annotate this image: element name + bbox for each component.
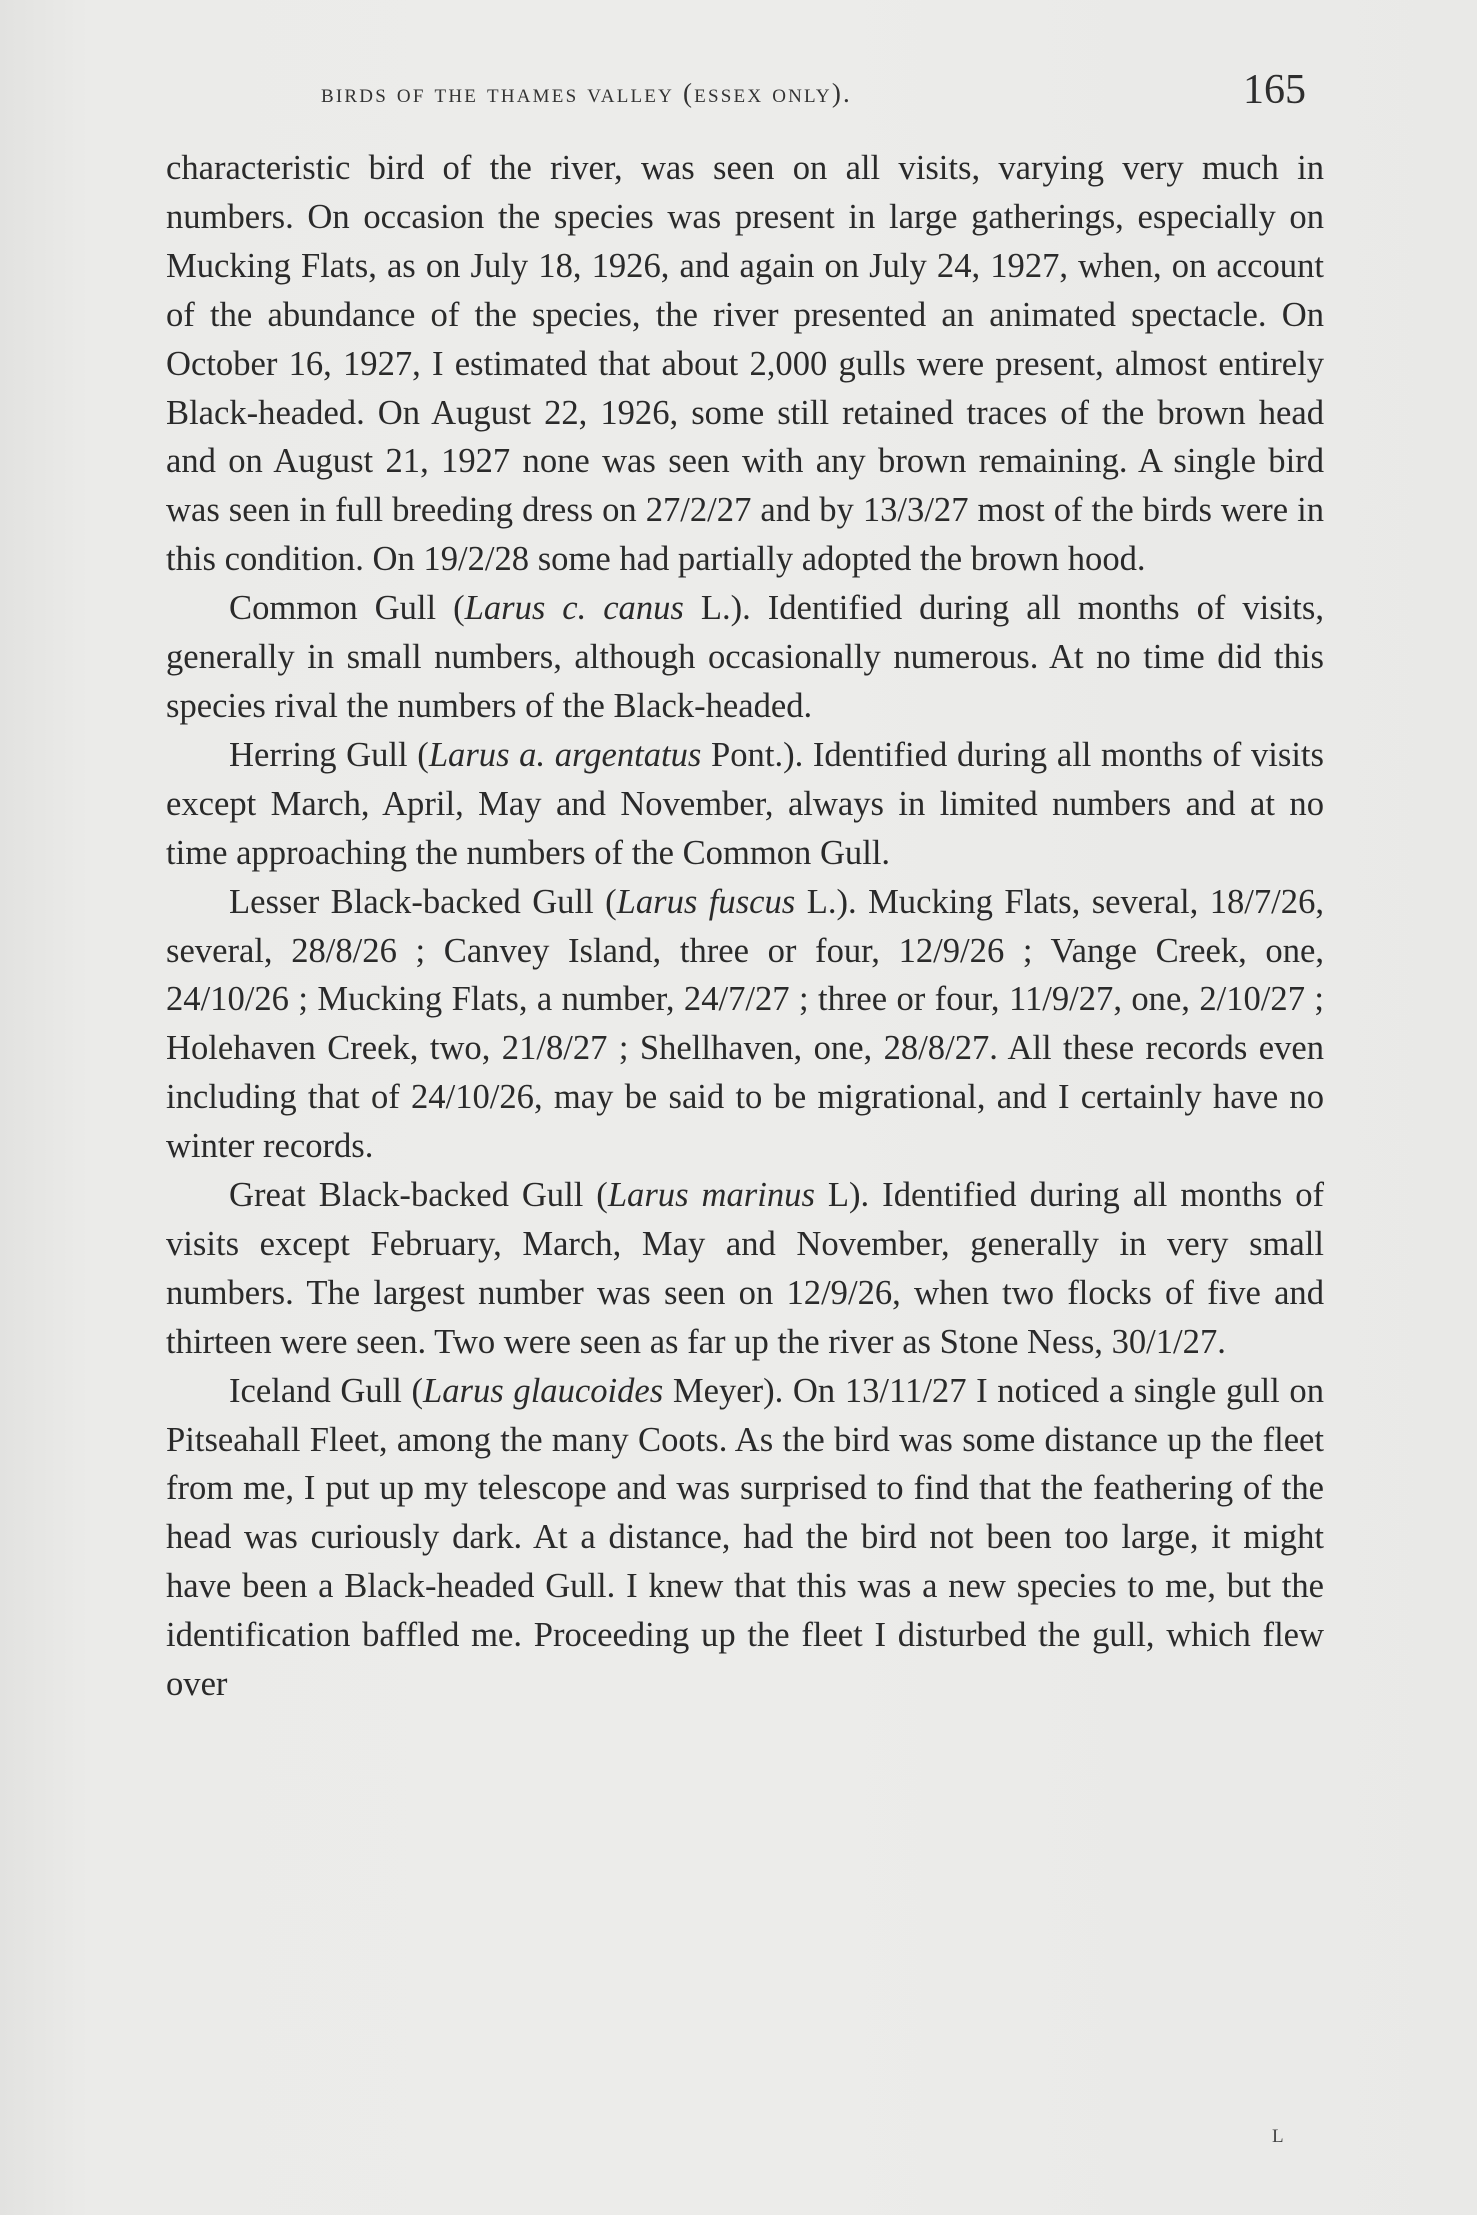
species-name: Great Black-backed Gull ( <box>229 1176 608 1215</box>
body-text <box>166 144 1324 1709</box>
paragraph-great-black-backed-gull <box>166 1171 1324 1367</box>
paragraph-herring-gull <box>166 731 1324 878</box>
species-name: Lesser Black-backed Gull ( <box>229 882 617 921</box>
species-name: Herring Gull ( <box>229 735 429 774</box>
latin-name: Larus fuscus <box>616 882 796 921</box>
species-name: Common Gull ( <box>229 589 465 628</box>
page-header <box>164 64 1324 124</box>
signature-mark: L <box>1272 2126 1285 2147</box>
latin-name: Larus c. canus <box>464 589 684 628</box>
species-account: Mucking Flats, several, 18/7/26, several, 28/8/26 ; Canvey Island, three or four, 12/9/26 ; Vange Creek, one, 24/10/26 ; Mucking Flats, a number, 24/7/27 ; three or four, 11/9/27, one, 2/10/27 ; Holehaven Creek, two, 21/8/27 ; Shellhaven, one, 28/8/27. All these records even including that of 24/10/26, may be said to be migrational, and I certainly have no winter records. <box>166 882 1324 1166</box>
species-authority: L.). <box>795 882 857 921</box>
latin-name: Larus a. argentatus <box>428 735 702 774</box>
species-account: On 13/11/27 I noticed a single gull on Pitseahall Fleet, among the many Coots. As the bird was some distance up the fleet from me, I put up my telescope and was surprised to find that the feathering of the head was curiously dark. At a distance, had the bird not been too large, it might have been a Black-headed Gull. I knew that this was a new species to me, but the identification baffled me. Proceeding up the fleet I disturbed the gull, which flew over <box>166 1371 1324 1704</box>
species-authority: Pont.). <box>701 735 804 774</box>
running-title: birds of the thames valley (essex only). <box>321 78 852 108</box>
species-authority: L). <box>814 1176 870 1215</box>
species-name: Iceland Gull ( <box>229 1371 424 1410</box>
species-account: Identified during all months of visits, generally in small numbers, although occasionally numerous. At no time did this species rival the numbers of the Black-headed. <box>166 589 1324 725</box>
latin-name: Larus glaucoides <box>423 1371 664 1410</box>
paragraph-iceland-gull <box>166 1367 1324 1709</box>
page-number: 165 <box>1243 67 1306 113</box>
species-authority: Meyer). <box>663 1371 784 1410</box>
species-authority: L.). <box>683 589 751 628</box>
paragraph-black-headed-gull-continued: characteristic bird of the river, was seen on all visits, varying very much in numbers. On occasion the species was present in large gatherings, especially on Mucking Flats, as on July 18, 1926, and again on July 24, 1927, when, on account of the abundance of the species, the river presented an animated spectacle. On October 16, 1927, I estimated that about 2,000 gulls were present, almost entirely Black-headed. On August 22, 1926, some still retained traces of the brown head and on August 21, 1927 none was seen with any brown remaining. A single bird was seen in full breeding dress on 27/2/27 and by 13/3/27 most of the birds were in this condition. On 19/2/28 some had partially adopted the brown hood. <box>166 149 1324 579</box>
paragraph-lesser-black-backed-gull <box>166 878 1324 1171</box>
paragraph-common-gull <box>166 584 1324 731</box>
species-account: Identified during all months of visits except March, April, May and November, always in limited numbers and at no time approaching the numbers of the Common Gull. <box>166 735 1324 872</box>
latin-name: Larus marinus <box>607 1176 815 1215</box>
species-account: Identified during all months of visits except February, March, May and November, generally in very small numbers. The largest number was seen on 12/9/26, when two flocks of five and thirteen were seen. Two were seen as far up the river as Stone Ness, 30/1/27. <box>166 1176 1325 1361</box>
